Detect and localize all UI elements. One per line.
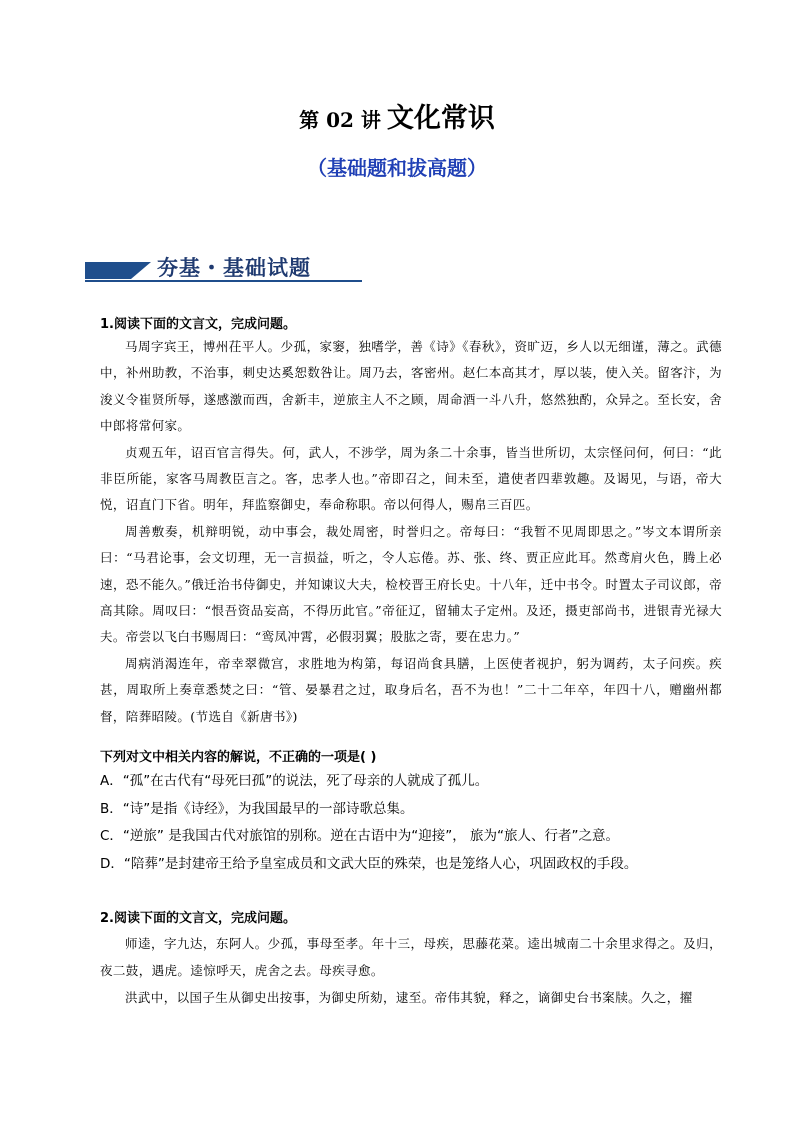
passage-paragraph: 师逵，字九达，东阿人。少孤，事母至孝。年十三，母疾，思藤花菜。逵出城南二十余里求得之。及归，夜二鼓，遇虎。逵惊呼天，虎舍之去。母疾寻愈。	[100, 936, 722, 978]
banner-arrow	[131, 262, 151, 279]
question-1-prompt: 下列对文中相关内容的解说，不正确的一项是( )	[100, 750, 377, 765]
question-2-passage	[100, 930, 722, 1011]
question-2-heading: 2.阅读下面的文言文，完成问题。	[100, 911, 296, 926]
question-1-options	[100, 768, 720, 878]
option-d[interactable]: D．“陪葬”是封建帝王给予皇室成员和文武大臣的殊荣，也是笼络人心，巩固政权的手段。	[100, 855, 638, 872]
page-subtitle: （基础题和拔高题）	[307, 156, 487, 180]
lecture-number: 第 02 讲	[299, 108, 381, 132]
question-1-passage	[100, 334, 722, 730]
option-c[interactable]: C．“逆旅” 是我国古代对旅馆的别称。逆在古语中为“迎接”， 旅为“旅人、行者”之意。	[100, 828, 619, 844]
lecture-title: 文化常识	[386, 103, 495, 134]
passage-paragraph: 周善敷奏，机辩明锐，动中事会，裁处周密，时誉归之。帝每曰：“我暂不见周即思之。”岑文本谓所亲曰：“马君论事，会文切理，无一言损益，听之，令人忘倦。苏、张、终、贾正应此耳。然鸢肩火色，腾上必速，恐不能久。”俄迁治书侍御史，并知谏议大夫，检校晋王府长史。十八年，迁中书令。时置太子司议郎，帝高其除。周叹曰：“恨吾资品妄高，不得历此官。”帝征辽，留辅太子定州。及还，摄吏部尚书，进银青光禄大夫。帝尝以飞白书赐周曰：“鸾凤冲霄，必假羽翼；股肱之寄，要在忠力。”	[100, 523, 722, 645]
passage-paragraph: 贞观五年，诏百官言得失。何，武人，不涉学，周为条二十余事，皆当世所切，太宗怪问何，何曰：“此非臣所能，家客马周教臣言之。客，忠孝人也。”帝即召之，间未至，遣使者四辈敦趣。及谒见，与语，帝大悦，诏直门下省。明年，拜监察御史，奉命称职。帝以何得人，赐帛三百匹。	[100, 444, 722, 513]
option-a[interactable]: A．“孤”在古代有“母死曰孤”的说法，死了母亲的人就成了孤儿。	[100, 773, 489, 789]
section-title: 夯基・基础试题	[157, 255, 311, 280]
passage-paragraph: 周病消渴连年，帝幸翠微宫，求胜地为构第，每诏尚食具膳，上医使者视护，躬为调药，太子问疾。疾甚，周取所上奏章悉焚之曰：“管、晏暴君之过，取身后名，吾不为也！”二十二年卒，年四十八，赠幽州都督，陪葬昭陵。(节选自《新唐书》)	[100, 655, 722, 724]
option-b[interactable]: B．“诗”是指《诗经》，为我国最早的一部诗歌总集。	[100, 800, 414, 817]
banner-underline	[85, 280, 362, 282]
banner-bar	[85, 262, 131, 279]
page-title	[0, 96, 794, 135]
question-1-heading: 1.阅读下面的文言文，完成问题。	[100, 317, 296, 332]
passage-paragraph: 马周字宾王，博州茌平人。少孤，家窭，独嗜学，善《诗》《春秋》，资旷迈，乡人以无细谨，薄之。武德中，补州助教，不治事，刺史达奚恕数咎让。周乃去，客密州。赵仁本高其才，厚以装，使入关。留客汴，为浚义令崔贤所辱，遂感激而西，舍新丰，逆旅主人不之顾，周命酒一斗八升，悠然独酌，众异之。至长安，舍中郎将常何家。	[100, 339, 722, 434]
section-banner	[85, 252, 365, 288]
passage-paragraph: 洪武中，以国子生从御史出按事，为御史所劾，逮至。帝伟其貌，释之，谪御史台书案牍。久之，擢	[125, 990, 693, 1005]
